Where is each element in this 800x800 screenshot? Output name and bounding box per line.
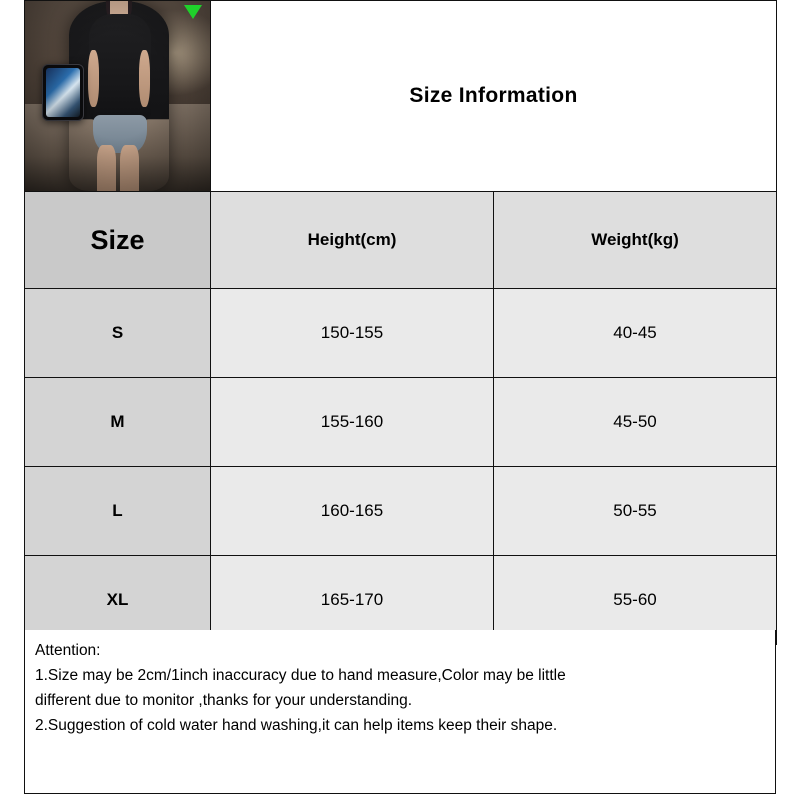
cell-height-xl: 165-170 bbox=[211, 556, 494, 645]
cell-size-xl: XL bbox=[25, 556, 211, 645]
cell-size-l: L bbox=[25, 467, 211, 556]
cell-weight-l: 50-55 bbox=[494, 467, 777, 556]
attention-title: Attention: bbox=[35, 642, 101, 659]
cell-weight-m: 45-50 bbox=[494, 378, 777, 467]
cell-weight-xl: 55-60 bbox=[494, 556, 777, 645]
cell-height-s: 150-155 bbox=[211, 289, 494, 378]
attention-line-3: 2.Suggestion of cold water hand washing,it can help items keep their shape. bbox=[35, 717, 558, 735]
table-row bbox=[25, 467, 777, 556]
table-header-row bbox=[25, 192, 777, 289]
table-row bbox=[25, 289, 777, 378]
photo-vignette bbox=[25, 1, 210, 191]
attention-line-2: different due to monitor ,thanks for your understanding. bbox=[35, 692, 413, 710]
table-row-title bbox=[25, 1, 777, 192]
size-chart-table bbox=[24, 0, 777, 645]
column-header-size: Size bbox=[25, 192, 211, 289]
attention-note-box bbox=[24, 630, 776, 794]
page-title: Size Information bbox=[211, 1, 777, 192]
cell-height-l: 160-165 bbox=[211, 467, 494, 556]
photo-background bbox=[25, 1, 210, 191]
column-header-weight: Weight(kg) bbox=[494, 192, 777, 289]
table-row bbox=[25, 378, 777, 467]
product-photo bbox=[25, 1, 211, 192]
green-triangle-marker-icon bbox=[184, 5, 202, 19]
cell-size-s: S bbox=[25, 289, 211, 378]
cell-height-m: 155-160 bbox=[211, 378, 494, 467]
cell-size-m: M bbox=[25, 378, 211, 467]
column-header-height: Height(cm) bbox=[211, 192, 494, 289]
attention-line-1: 1.Size may be 2cm/1inch inaccuracy due to hand measure,Color may be little bbox=[35, 667, 566, 685]
cell-weight-s: 40-45 bbox=[494, 289, 777, 378]
